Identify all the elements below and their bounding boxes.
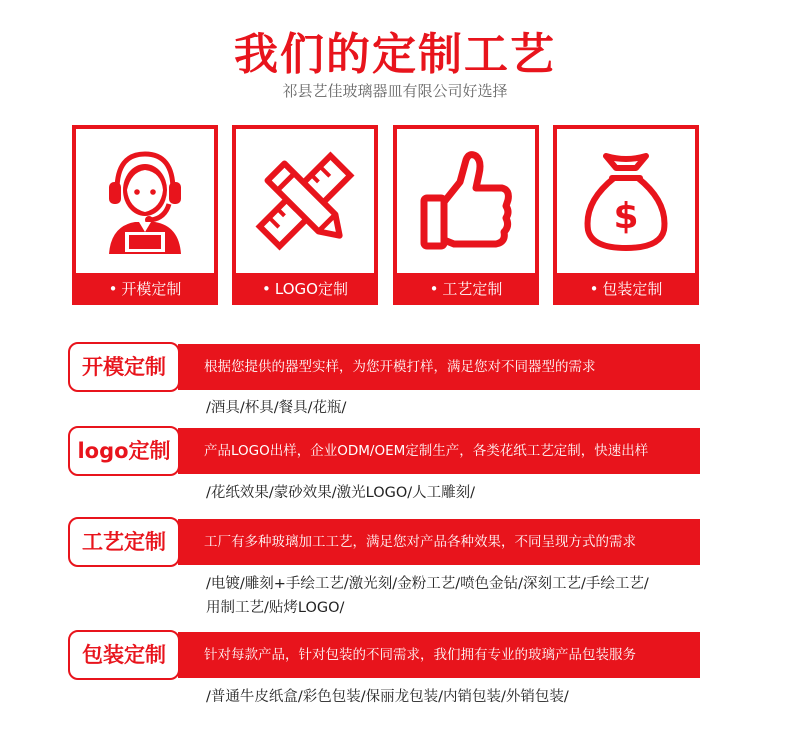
card-craft-custom[interactable] (393, 125, 539, 305)
row-heading-package[interactable]: 包装定制 (68, 630, 180, 680)
bullet-dot: • (589, 280, 599, 298)
card-open-mold[interactable] (72, 125, 218, 305)
row-description: 针对每款产品，针对包装的不同需求，我们拥有专业的玻璃产品包装服务 (178, 632, 700, 678)
card-package-custom[interactable] (553, 125, 699, 305)
card-label: 开模定制 (121, 280, 182, 298)
card-caption (393, 273, 539, 305)
card-label: 工艺定制 (442, 280, 503, 298)
row-description: 工厂有多种玻璃加工工艺，满足您对产品各种效果，不同呈现方式的需求 (178, 519, 700, 565)
customer-service-icon (95, 146, 195, 256)
page-title: 我们的定制工艺 (234, 29, 556, 80)
card-caption (232, 273, 378, 305)
row-description: 产品LOGO出样，企业ODM/OEM定制生产，各类花纸工艺定制，快速出样 (178, 428, 700, 474)
row-heading-craft[interactable]: 工艺定制 (68, 517, 180, 567)
row-description: 根据您提供的器型实样，为您开模打样，满足您对不同器型的需求 (178, 344, 700, 390)
row-items: /普通牛皮纸盒/彩色包装/保丽龙包装/内销包装/外销包装/ (206, 689, 569, 705)
row-items-continued: 用制工艺/贴烤LOGO/ (206, 600, 345, 616)
row-items: /花纸效果/蒙砂效果/激光LOGO/人工雕刻/ (206, 485, 476, 501)
card-label: LOGO定制 (274, 280, 348, 298)
row-heading-open-mold[interactable]: 开模定制 (68, 342, 180, 392)
card-caption (72, 273, 218, 305)
bullet-dot: • (108, 280, 118, 298)
page-subtitle: 祁县艺佳玻璃器皿有限公司好选择 (282, 82, 508, 100)
thumbs-up-icon (416, 146, 516, 256)
card-caption (553, 273, 699, 305)
card-logo-custom[interactable] (232, 125, 378, 305)
bullet-dot: • (262, 280, 271, 298)
row-items: /电镀/雕刻+手绘工艺/激光刻/金粉工艺/喷色金钻/深刻工艺/手绘工艺/ (206, 576, 649, 592)
bullet-dot: • (429, 280, 439, 298)
row-heading-logo[interactable]: logo定制 (68, 426, 180, 476)
ruler-pencil-icon (255, 146, 355, 256)
row-items: /酒具/杯具/餐具/花瓶/ (206, 400, 347, 416)
svg-text:$: $ (613, 196, 639, 237)
money-bag-icon (576, 146, 676, 256)
card-label: 包装定制 (602, 280, 663, 298)
